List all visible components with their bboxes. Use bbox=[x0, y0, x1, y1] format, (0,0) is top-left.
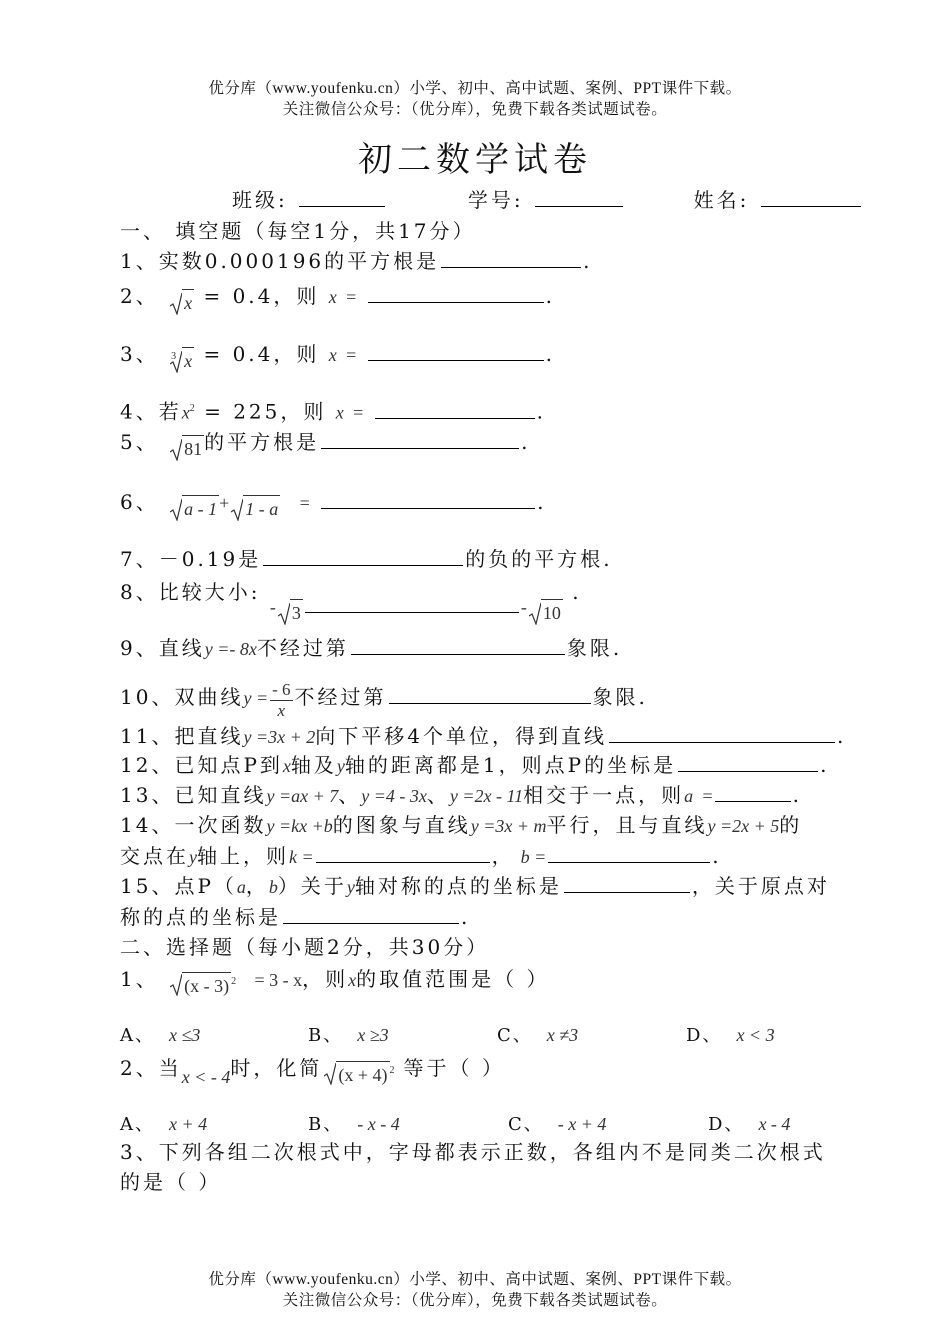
q13-sep1: 、 bbox=[338, 783, 362, 807]
q14-mid2: 平行，且与直线 bbox=[546, 813, 708, 837]
q15-text: 15、点P（ bbox=[120, 874, 237, 898]
q7-text: 7、－0.19是 bbox=[120, 547, 262, 571]
q8-sqrt-10: 10 bbox=[529, 599, 563, 625]
q6-sqrt-1: a - 1 bbox=[170, 495, 219, 521]
q14-b-blank[interactable] bbox=[548, 844, 710, 863]
q4-sup: 2 bbox=[189, 403, 195, 414]
q7-blank[interactable] bbox=[263, 547, 463, 566]
q11-end: . bbox=[836, 724, 847, 748]
q4-var: x bbox=[181, 402, 190, 423]
q4-num: 4、若 bbox=[120, 399, 182, 424]
q13-mid: 相交于一点，则 bbox=[523, 783, 685, 807]
q9-blank[interactable] bbox=[351, 636, 565, 655]
q11-text: 11、把直线 bbox=[120, 724, 244, 748]
question-1-14 bbox=[120, 813, 802, 838]
q15-v: y bbox=[346, 877, 355, 897]
question-1-5 bbox=[120, 430, 530, 461]
s2q2-option-a[interactable]: A、 x + 4 bbox=[120, 1114, 208, 1135]
q10-fraction: $\frac{- 6}{x}$ bbox=[272, 680, 291, 720]
question-1-10 bbox=[120, 680, 648, 721]
q8-blank[interactable] bbox=[305, 604, 519, 613]
q2-blank[interactable] bbox=[368, 284, 544, 303]
q1-end: . bbox=[583, 249, 593, 273]
question-1-6 bbox=[120, 490, 546, 521]
question-2-3-cont: 的是（ ） bbox=[120, 1170, 222, 1194]
q14-line2: 交点在 bbox=[120, 844, 189, 868]
q13-e1: y =ax + 7 bbox=[266, 786, 339, 806]
q15-mid2: 轴对称的点的坐标是 bbox=[354, 874, 562, 898]
q5-num: 5、 bbox=[120, 430, 159, 454]
q3-var: x bbox=[328, 345, 337, 365]
q2-end: . bbox=[545, 284, 555, 308]
q15-b: b bbox=[268, 877, 278, 897]
q13-sep2: 、 bbox=[426, 783, 450, 807]
q2-num: 2、 bbox=[120, 284, 159, 308]
s2q1-option-d[interactable]: D、 x < 3 bbox=[686, 1025, 775, 1046]
question-1-9 bbox=[120, 636, 622, 661]
q8-text: 8、比较大小: bbox=[120, 580, 261, 604]
id-label: 学号: bbox=[467, 188, 524, 212]
q6-num: 6、 bbox=[120, 490, 159, 514]
question-1-15-cont bbox=[120, 905, 470, 929]
q14-e2: y =3x + m bbox=[470, 816, 547, 836]
question-2-2 bbox=[120, 1056, 505, 1087]
id-blank[interactable] bbox=[535, 188, 623, 207]
q14-mid1: 的图象与直线 bbox=[332, 813, 471, 837]
q13-end: . bbox=[792, 783, 803, 807]
q10-lhs: y = bbox=[243, 688, 269, 708]
s2q1-option-a[interactable]: A、 x ≤3 bbox=[120, 1025, 201, 1046]
s2q1-tail: 的取值范围是（ ） bbox=[356, 967, 550, 991]
q4-eq: = 225，则 bbox=[204, 399, 327, 424]
q10-tail: 象限. bbox=[592, 685, 648, 709]
q14-mid3: 轴上，则 bbox=[197, 844, 289, 868]
q4-eq2: = bbox=[353, 402, 364, 423]
q8-end: . bbox=[572, 580, 582, 604]
s2q1-mid: ，则 bbox=[302, 967, 349, 991]
q14-comma: ， bbox=[491, 844, 515, 868]
section1-heading: 一、 填空题（每空1分，共17分） bbox=[120, 219, 476, 243]
q2-eq2: = bbox=[346, 287, 357, 307]
q15-line2: 称的点的坐标是 bbox=[120, 905, 281, 929]
q6-blank[interactable] bbox=[321, 490, 535, 509]
q12-mid1: 轴及 bbox=[290, 753, 337, 777]
q3-eq2: = bbox=[346, 345, 357, 365]
q2-eq: = 0.4，则 bbox=[203, 284, 320, 308]
s2q2-option-b[interactable]: B、 - x - 4 bbox=[308, 1114, 400, 1135]
class-label: 班级: bbox=[232, 188, 288, 212]
s2q1-eq: = 3 - x bbox=[254, 970, 303, 990]
q12-text: 12、已知点P到 bbox=[120, 753, 283, 777]
q1-text: 1、实数0.000196的平方根是 bbox=[120, 249, 440, 273]
question-2-1 bbox=[120, 967, 549, 998]
q5-text: 的平方根是 bbox=[204, 430, 320, 454]
q11-expr: y =3x + 2 bbox=[243, 727, 316, 747]
q10-blank[interactable] bbox=[389, 685, 591, 704]
s2q2-num: 2、当 bbox=[120, 1056, 182, 1080]
s2q1-option-c[interactable]: C、 x ≠3 bbox=[497, 1025, 579, 1046]
footer-line-2: 关注微信公众号：（优分库），免费下载各类试题试卷。 bbox=[282, 1292, 668, 1309]
q6-plus: + bbox=[219, 493, 230, 513]
q7-tail: 的负的平方根. bbox=[465, 547, 613, 571]
q4-blank[interactable] bbox=[375, 400, 535, 419]
question-1-1 bbox=[120, 249, 593, 273]
q14-e1: y =kx +b bbox=[266, 816, 333, 836]
student-info bbox=[232, 188, 863, 212]
q15-mid3: ，关于原点对 bbox=[691, 874, 830, 898]
q6-end: . bbox=[537, 490, 547, 514]
s2q2-mid: 时，化简 bbox=[230, 1056, 323, 1080]
q13-blank[interactable] bbox=[715, 783, 791, 802]
q13-e2: y =4 - 3x bbox=[361, 786, 427, 806]
name-blank[interactable] bbox=[761, 188, 861, 207]
q2-var: x bbox=[328, 287, 337, 307]
s2q2-option-c[interactable]: C、 - x + 4 bbox=[508, 1114, 607, 1135]
q3-blank[interactable] bbox=[368, 342, 544, 361]
question-1-7 bbox=[120, 547, 613, 571]
q15-comma: ， bbox=[245, 874, 269, 898]
q5-sqrt: 81 bbox=[170, 435, 204, 461]
q3-eq: = 0.4，则 bbox=[203, 342, 320, 366]
q6-eq: = bbox=[299, 493, 310, 513]
q13-text: 13、已知直线 bbox=[120, 783, 267, 807]
q4-end: . bbox=[536, 399, 546, 424]
q8-neg1: - bbox=[269, 597, 276, 617]
s2q1-num: 1、 bbox=[120, 967, 159, 991]
q12-end: . bbox=[820, 753, 830, 777]
q5-blank[interactable] bbox=[321, 430, 519, 449]
question-1-12 bbox=[120, 753, 829, 778]
question-1-15 bbox=[120, 874, 830, 899]
q2-sqrt: x bbox=[170, 289, 194, 315]
question-1-3 bbox=[120, 342, 555, 373]
q9-mid: 不经过第 bbox=[256, 636, 349, 660]
question-1-13 bbox=[120, 783, 802, 808]
s2q1-option-b[interactable]: B、 x ≥3 bbox=[308, 1025, 389, 1046]
q15-mid1: ）关于 bbox=[277, 874, 347, 898]
q13-eq: = bbox=[702, 786, 713, 806]
q6-sqrt-2: 1 - a bbox=[231, 495, 280, 521]
question-2-3: 3、下列各组二次根式中，字母都表示正数，各组内不是同类二次根式 bbox=[120, 1140, 826, 1164]
question-1-14-cont bbox=[120, 844, 722, 869]
q14-b: b = bbox=[520, 847, 547, 867]
q12-v1: x bbox=[282, 756, 291, 776]
q1-blank[interactable] bbox=[441, 249, 581, 268]
q9-expr: y =- 8x bbox=[204, 639, 257, 659]
q12-v2: y bbox=[336, 756, 345, 776]
q14-k: k = bbox=[289, 847, 314, 867]
q12-mid2: 轴的距离都是1，则点P的坐标是 bbox=[344, 753, 677, 777]
class-blank[interactable] bbox=[299, 188, 385, 207]
s2q2-cond: x < - 4 bbox=[181, 1067, 231, 1087]
q14-text: 14、一次函数 bbox=[120, 813, 267, 837]
name-label: 姓名: bbox=[693, 188, 750, 212]
q14-v: y bbox=[189, 847, 197, 867]
q15-end: . bbox=[461, 905, 471, 929]
question-1-8 bbox=[120, 580, 582, 623]
question-1-4 bbox=[120, 397, 546, 425]
header-line-1: 优分库（www.youfenku.cn）小学、初中、高中试题、案例、PPT课件下载。 bbox=[208, 80, 742, 97]
s2q2-sqrt: (x + 4) $^2$ bbox=[324, 1059, 397, 1087]
q14-e3: y =2x + 5 bbox=[707, 816, 780, 836]
q14-end: . bbox=[712, 844, 722, 868]
header-line-2: 关注微信公众号：（优分库），免费下载各类试题试卷。 bbox=[282, 101, 668, 118]
s2q2-option-d[interactable]: D、 x - 4 bbox=[708, 1114, 791, 1135]
q15-blank-2[interactable] bbox=[283, 905, 459, 924]
q15-blank-1[interactable] bbox=[564, 874, 690, 893]
section2-heading: 二、选择题（每小题2分，共30分） bbox=[120, 935, 490, 959]
q3-cuberoot: 3 x bbox=[170, 347, 194, 373]
q9-text: 9、直线 bbox=[120, 636, 205, 660]
q11-mid: 向下平移4个单位，得到直线 bbox=[315, 724, 607, 748]
q13-e3: y =2x - 11 bbox=[449, 786, 524, 806]
page-title: 初二数学试卷 bbox=[358, 140, 592, 180]
q4-var2: x bbox=[335, 402, 344, 423]
q9-tail: 象限. bbox=[566, 636, 623, 660]
q3-end: . bbox=[545, 342, 555, 366]
q12-blank[interactable] bbox=[678, 753, 818, 772]
q5-end: . bbox=[521, 430, 531, 454]
q3-num: 3、 bbox=[120, 342, 159, 366]
q14-tail: 的 bbox=[779, 813, 803, 837]
footer-line-1: 优分库（www.youfenku.cn）小学、初中、高中试题、案例、PPT课件下载。 bbox=[208, 1271, 742, 1288]
q11-blank[interactable] bbox=[609, 724, 835, 743]
q8-neg2: - bbox=[520, 597, 527, 617]
q15-a: a bbox=[236, 877, 246, 897]
s2q2-tail: 等于（ ） bbox=[403, 1056, 505, 1080]
q8-sqrt-3: 3 bbox=[278, 599, 303, 625]
s2q1-var: x bbox=[348, 970, 357, 990]
q14-k-blank[interactable] bbox=[316, 844, 490, 863]
q10-mid: 不经过第 bbox=[294, 685, 387, 709]
q13-v: a bbox=[684, 786, 694, 806]
question-1-2 bbox=[120, 284, 555, 315]
q10-text: 10、双曲线 bbox=[120, 685, 244, 709]
s2q1-sqrt: (x - 3) $^2$ bbox=[170, 970, 239, 998]
question-1-11 bbox=[120, 724, 846, 749]
